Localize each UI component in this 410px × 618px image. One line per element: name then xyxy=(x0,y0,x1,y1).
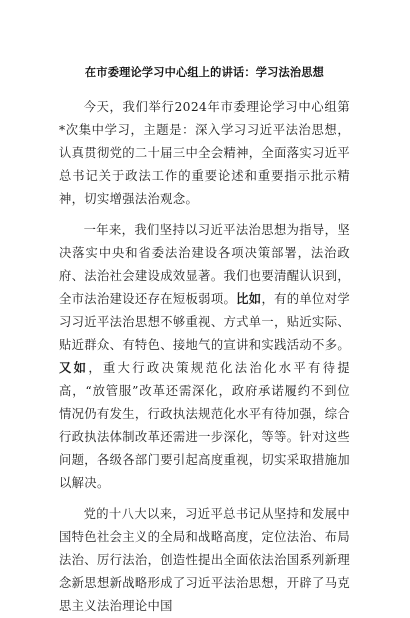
paragraph-text: 一年来，我们坚持以习近平法治思想为指导，坚决落实中央和省委法治建设各项决策部署，法治政府、法治社会建设成效显著。我们也要清醒认识到，全市法治建设还存在短板弱项。 xyxy=(59,223,350,306)
document-body xyxy=(59,96,350,618)
paragraph-3 xyxy=(59,503,350,618)
paragraph-1 xyxy=(59,96,350,211)
paragraph-text: 党的十八大以来，习近平总书记从坚持和发展中国特色社会主义的全局和战略高度，定位法治、布局法治、厉行法治，创造性提出全面依法治国系列新理念新思想新战略形成了习近平法治思想，开辟了马克思主义法治理论中国 xyxy=(59,507,350,613)
paragraph-text: ，有的单位对学习习近平法治思想不够重视、方式单一，贴近实际、贴近群众、有特色、接地气的宣讲和实践活动不多。 xyxy=(59,292,351,352)
emphasis-text: 又如 xyxy=(59,361,89,375)
document-title: 在市委理论学习中心组上的讲话：学习法治思想 xyxy=(84,66,325,79)
paragraph-text: 今天，我们举行2024年市委理论学习中心组第*次集中学习，主题是：深入学习习近平法治思想，认真贯彻党的二十届三中全会精神，全面落实习近平总书记关于政法工作的重要论述和重要指示批示精神，切实增强法治观念。 xyxy=(59,100,350,206)
paragraph-2 xyxy=(59,219,350,495)
emphasis-text: 比如 xyxy=(236,292,262,306)
paragraph-text: ，重大行政决策规范化法治化水平有待提高，“放管服”改革还需深化，政府承诺履约不到位情况仍有发生，行政执法规范化水平有待加强，综合行政执法体制改革还需进一步深化，等等。针对这些问题，各级各部门要引起高度重视，切实采取措施加以解决。 xyxy=(59,361,350,490)
